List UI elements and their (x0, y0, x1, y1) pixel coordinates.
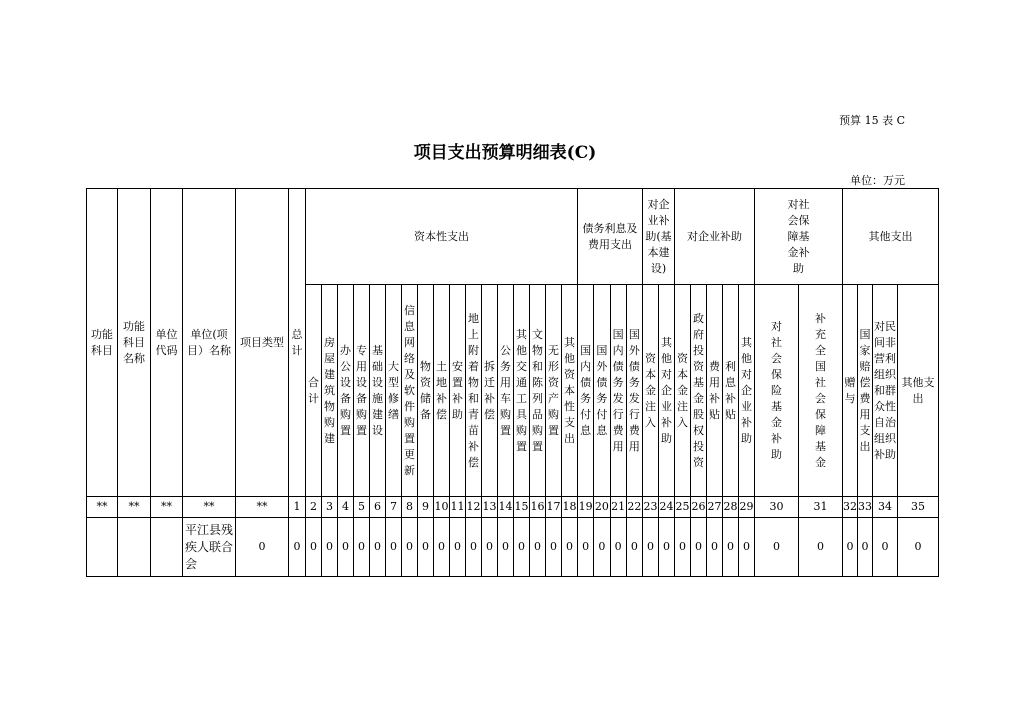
value-cell: 0 (530, 518, 546, 577)
row-func-name (118, 518, 151, 577)
value-cell: 0 (707, 518, 723, 577)
column-number-cell: 28 (723, 497, 739, 518)
header-c09: 物资储备 (418, 285, 434, 497)
value-cell: 0 (723, 518, 739, 577)
value-cell: 0 (594, 518, 610, 577)
row-unit-name: 平江县残疾人联合会 (183, 518, 236, 577)
table-row (87, 518, 939, 577)
value-cell: 0 (898, 518, 939, 577)
column-number-cell: 13 (482, 497, 498, 518)
header-c06: 基础设施建设 (370, 285, 386, 497)
value-cell: 0 (755, 518, 799, 577)
star-cell: ** (118, 497, 151, 518)
value-cell: 0 (873, 518, 898, 577)
column-number-cell: 2 (306, 497, 322, 518)
column-number-cell: 10 (434, 497, 450, 518)
value-cell: 0 (739, 518, 755, 577)
column-number-cell: 21 (610, 497, 626, 518)
header-c02: 合计 (306, 285, 322, 497)
star-cell: ** (151, 497, 183, 518)
header-func-code: 功能科目 (87, 189, 118, 497)
value-cell: 0 (578, 518, 594, 577)
value-cell: 0 (643, 518, 659, 577)
value-cell: 0 (691, 518, 707, 577)
header-c30: 对社会保险基金补助 (755, 285, 799, 497)
column-number-cell: 9 (418, 497, 434, 518)
value-cell: 0 (626, 518, 642, 577)
column-number-cell: 19 (578, 497, 594, 518)
column-number-cell: 17 (546, 497, 562, 518)
header-c35: 其他支出 (898, 285, 939, 497)
column-number-cell: 22 (626, 497, 642, 518)
column-number-cell: 14 (498, 497, 514, 518)
column-number-cell: 30 (755, 497, 799, 518)
header-c14: 公务用车购置 (498, 285, 514, 497)
star-cell: ** (87, 497, 118, 518)
header-c07: 大型修缮 (386, 285, 402, 497)
value-cell: 0 (482, 518, 498, 577)
value-cell: 0 (322, 518, 338, 577)
value-cell: 0 (338, 518, 354, 577)
header-c26: 政府投资基金股权投资 (691, 285, 707, 497)
header-c24: 其他对企业补助 (659, 285, 675, 497)
value-cell: 0 (434, 518, 450, 577)
header-c34: 对民间非营利组织和群众性自治组织补助 (873, 285, 898, 497)
value-cell: 0 (289, 518, 306, 577)
column-number-cell: 24 (659, 497, 675, 518)
header-c08: 信息网络及软件购置更新 (402, 285, 418, 497)
header-c15: 其他交通工具购置 (514, 285, 530, 497)
value-cell: 0 (843, 518, 858, 577)
header-row-groups (87, 189, 939, 285)
column-number-cell: 34 (873, 497, 898, 518)
value-cell: 0 (610, 518, 626, 577)
header-group-enterprise: 对企业补助 (675, 189, 755, 285)
header-c12: 地上附着物和青苗补偿 (466, 285, 482, 497)
header-c22: 国外债务发行费用 (626, 285, 642, 497)
column-number-cell: 25 (675, 497, 691, 518)
value-cell: 0 (675, 518, 691, 577)
header-group-debt: 债务利息及费用支出 (578, 189, 643, 285)
star-cell: ** (236, 497, 289, 518)
column-number-cell: 1 (289, 497, 306, 518)
header-c20: 国外债务付息 (594, 285, 610, 497)
header-c29: 其他对企业补助 (739, 285, 755, 497)
value-cell: 0 (546, 518, 562, 577)
header-c25: 资本金注入 (675, 285, 691, 497)
column-number-cell: 23 (643, 497, 659, 518)
header-project-type: 项目类型 (236, 189, 289, 497)
header-c17: 无形资产购置 (546, 285, 562, 497)
header-c23: 资本金注入 (643, 285, 659, 497)
row-project-type: 0 (236, 518, 289, 577)
value-cell: 0 (354, 518, 370, 577)
column-number-cell: 18 (562, 497, 578, 518)
column-number-cell: 5 (354, 497, 370, 518)
header-c03: 房屋建筑物购建 (322, 285, 338, 497)
column-number-cell: 27 (707, 497, 723, 518)
value-cell: 0 (306, 518, 322, 577)
column-number-cell: 8 (402, 497, 418, 518)
column-number-cell: 7 (386, 497, 402, 518)
value-cell: 0 (418, 518, 434, 577)
header-c05: 专用设备购置 (354, 285, 370, 497)
column-number-cell: 26 (691, 497, 707, 518)
unit-label: 单位：万元 (850, 174, 905, 187)
header-c19: 国内债务付息 (578, 285, 594, 497)
row-unit-code (151, 518, 183, 577)
column-number-cell: 6 (370, 497, 386, 518)
column-number-cell: 31 (799, 497, 843, 518)
header-group-capital: 资本性支出 (306, 189, 578, 285)
column-number-cell: 11 (450, 497, 466, 518)
header-c32: 赠与 (843, 285, 858, 497)
header-c18: 其他资本性支出 (562, 285, 578, 497)
table-code: 预算 15 表 C (839, 114, 905, 127)
value-cell: 0 (386, 518, 402, 577)
header-c10: 土地补偿 (434, 285, 450, 497)
header-unit-code: 单位代码 (151, 189, 183, 497)
header-group-other: 其他支出 (843, 189, 939, 285)
header-c16: 文物和陈列品购置 (530, 285, 546, 497)
row-func-code (87, 518, 118, 577)
column-number-cell: 4 (338, 497, 354, 518)
column-number-cell: 3 (322, 497, 338, 518)
column-number-cell: 29 (739, 497, 755, 518)
budget-table (86, 188, 939, 577)
value-cell: 0 (370, 518, 386, 577)
value-cell: 0 (858, 518, 873, 577)
page-title: 项目支出预算明细表(C) (413, 143, 597, 163)
header-group-enterprise-base: 对企业补助(基本建设) (643, 189, 675, 285)
column-number-cell: 35 (898, 497, 939, 518)
column-number-row (87, 497, 939, 518)
column-number-cell: 32 (843, 497, 858, 518)
header-group-social: 对社会保障基金补助 (755, 189, 843, 285)
header-c31: 补充全国社会保障基金 (799, 285, 843, 497)
header-func-name: 功能科目名称 (118, 189, 151, 497)
star-cell: ** (183, 497, 236, 518)
value-cell: 0 (402, 518, 418, 577)
header-c28: 利息补贴 (723, 285, 739, 497)
value-cell: 0 (562, 518, 578, 577)
header-unit-name: 单位(项目）名称 (183, 189, 236, 497)
value-cell: 0 (659, 518, 675, 577)
column-number-cell: 20 (594, 497, 610, 518)
column-number-cell: 33 (858, 497, 873, 518)
value-cell: 0 (498, 518, 514, 577)
column-number-cell: 12 (466, 497, 482, 518)
header-c04: 办公设备购置 (338, 285, 354, 497)
value-cell: 0 (799, 518, 843, 577)
value-cell: 0 (514, 518, 530, 577)
header-c27: 费用补贴 (707, 285, 723, 497)
value-cell: 0 (450, 518, 466, 577)
header-total: 总计 (289, 189, 306, 497)
column-number-cell: 16 (530, 497, 546, 518)
header-c33: 国家赔偿费用支出 (858, 285, 873, 497)
column-number-cell: 15 (514, 497, 530, 518)
value-cell: 0 (466, 518, 482, 577)
header-c21: 国内债务发行费用 (610, 285, 626, 497)
header-c11: 安置补助 (450, 285, 466, 497)
header-c13: 拆迁补偿 (482, 285, 498, 497)
